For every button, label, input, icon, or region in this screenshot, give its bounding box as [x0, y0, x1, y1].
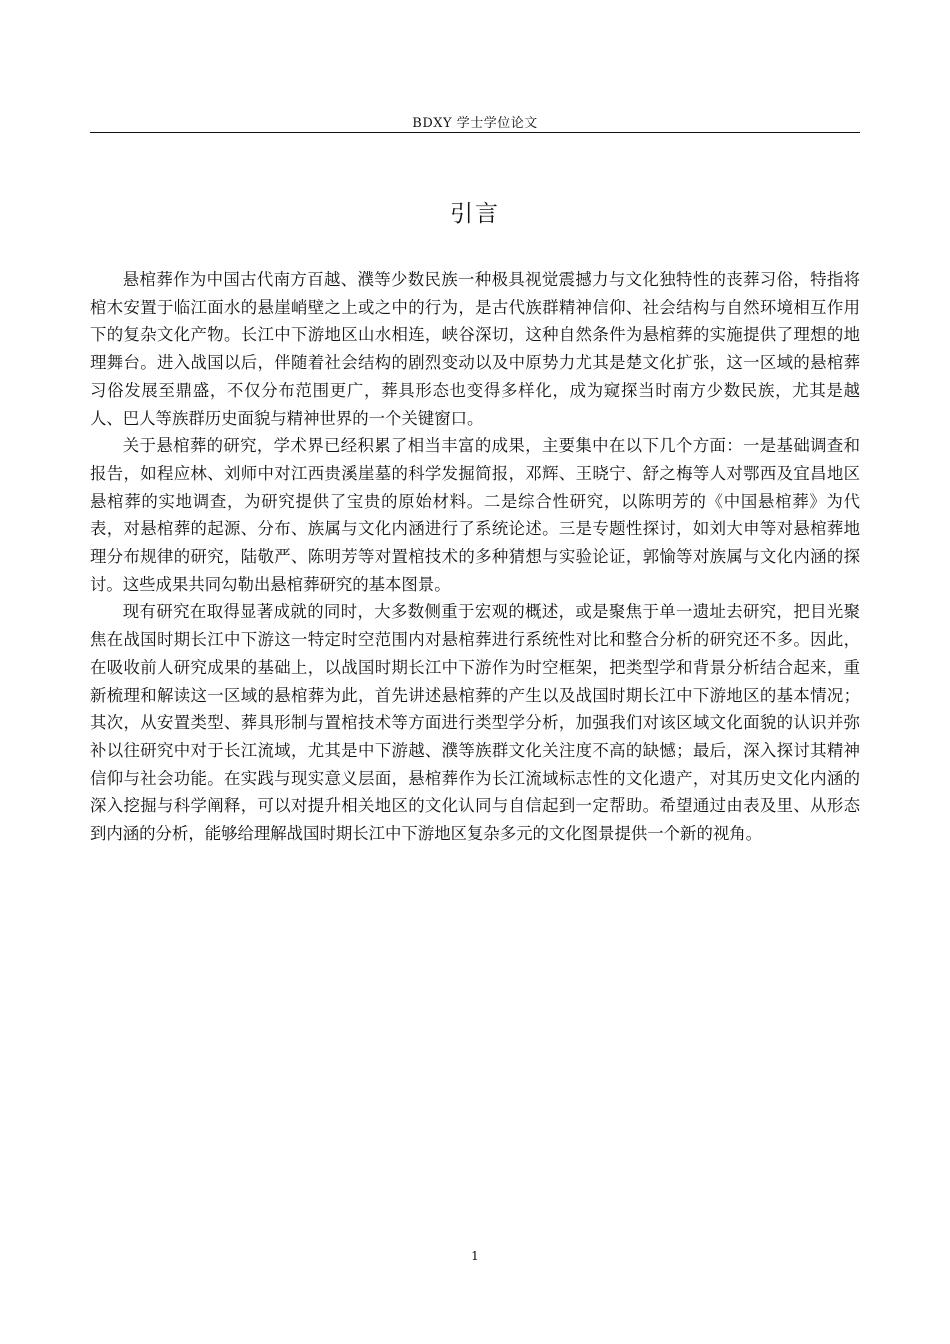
paragraph-3: 现有研究在取得显著成就的同时，大多数侧重于宏观的概述，或是聚焦于单一遗址去研究，把目光聚焦在战国时期长江中下游这一特定时空范围内对悬棺葬进行系统性对比和整合分析的研究还不多。因此，在吸收前人研究成果的基础上，以战国时期长江中下游作为时空框架，把类型学和背景分析结合起来，重新梳理和解读这一区域的悬棺葬为此，首先讲述悬棺葬的产生以及战国时期长江中下游地区的基本情况；其次，从安置类型、葬具形制与置棺技术等方面进行类型学分析，加强我们对该区域文化面貌的认识并弥补以往研究中对于长江流域，尤其是中下游越、濮等族群文化关注度不高的缺憾；最后，深入探讨其精神信仰与社会功能。在实践与现实意义层面，悬棺葬作为长江流域标志性的文化遗产，对其历史文化内涵的深入挖掘与科学阐释，可以对提升相关地区的文化认同与自信起到一定帮助。希望通过由表及里、从形态到内涵的分析，能够给理解战国时期长江中下游地区复杂多元的文化图景提供一个新的视角。: [90, 602, 860, 844]
header-rule: [90, 132, 860, 133]
body-text: [90, 266, 860, 848]
running-header: BDXY 学士学位论文: [412, 116, 538, 131]
section-title: 引言: [450, 201, 500, 227]
paragraph-1: 悬棺葬作为中国古代南方百越、濮等少数民族一种极具视觉震撼力与文化独特性的丧葬习俗，特指将棺木安置于临江面水的悬崖峭壁之上或之中的行为，是古代族群精神信仰、社会结构与自然环境相互作用下的复杂文化产物。长江中下游地区山水相连，峡谷深切，这种自然条件为悬棺葬的实施提供了理想的地理舞台。进入战国以后，伴随着社会结构的剧烈变动以及中原势力尤其是楚文化扩张，这一区域的悬棺葬习俗发展至鼎盛，不仅分布范围更广，葬具形态也变得多样化，成为窥探当时南方少数民族，尤其是越人、巴人等族群历史面貌与精神世界的一个关键窗口。: [90, 270, 860, 428]
page-number: 1: [471, 1249, 479, 1263]
paragraph-2: 关于悬棺葬的研究，学术界已经积累了相当丰富的成果，主要集中在以下几个方面：一是基础调查和报告，如程应林、刘师中对江西贵溪崖墓的科学发掘简报，邓辉、王晓宁、舒之梅等人对鄂西及宜昌地区悬棺葬的实地调查，为研究提供了宝贵的原始材料。二是综合性研究，以陈明芳的《中国悬棺葬》为代表，对悬棺葬的起源、分布、族属与文化内涵进行了系统论述。三是专题性探讨，如刘大申等对悬棺葬地理分布规律的研究，陆敬严、陈明芳等对置棺技术的多种猜想与实验论证，郭愉等对族属与文化内涵的探讨。这些成果共同勾勒出悬棺葬研究的基本图景。: [90, 436, 860, 594]
